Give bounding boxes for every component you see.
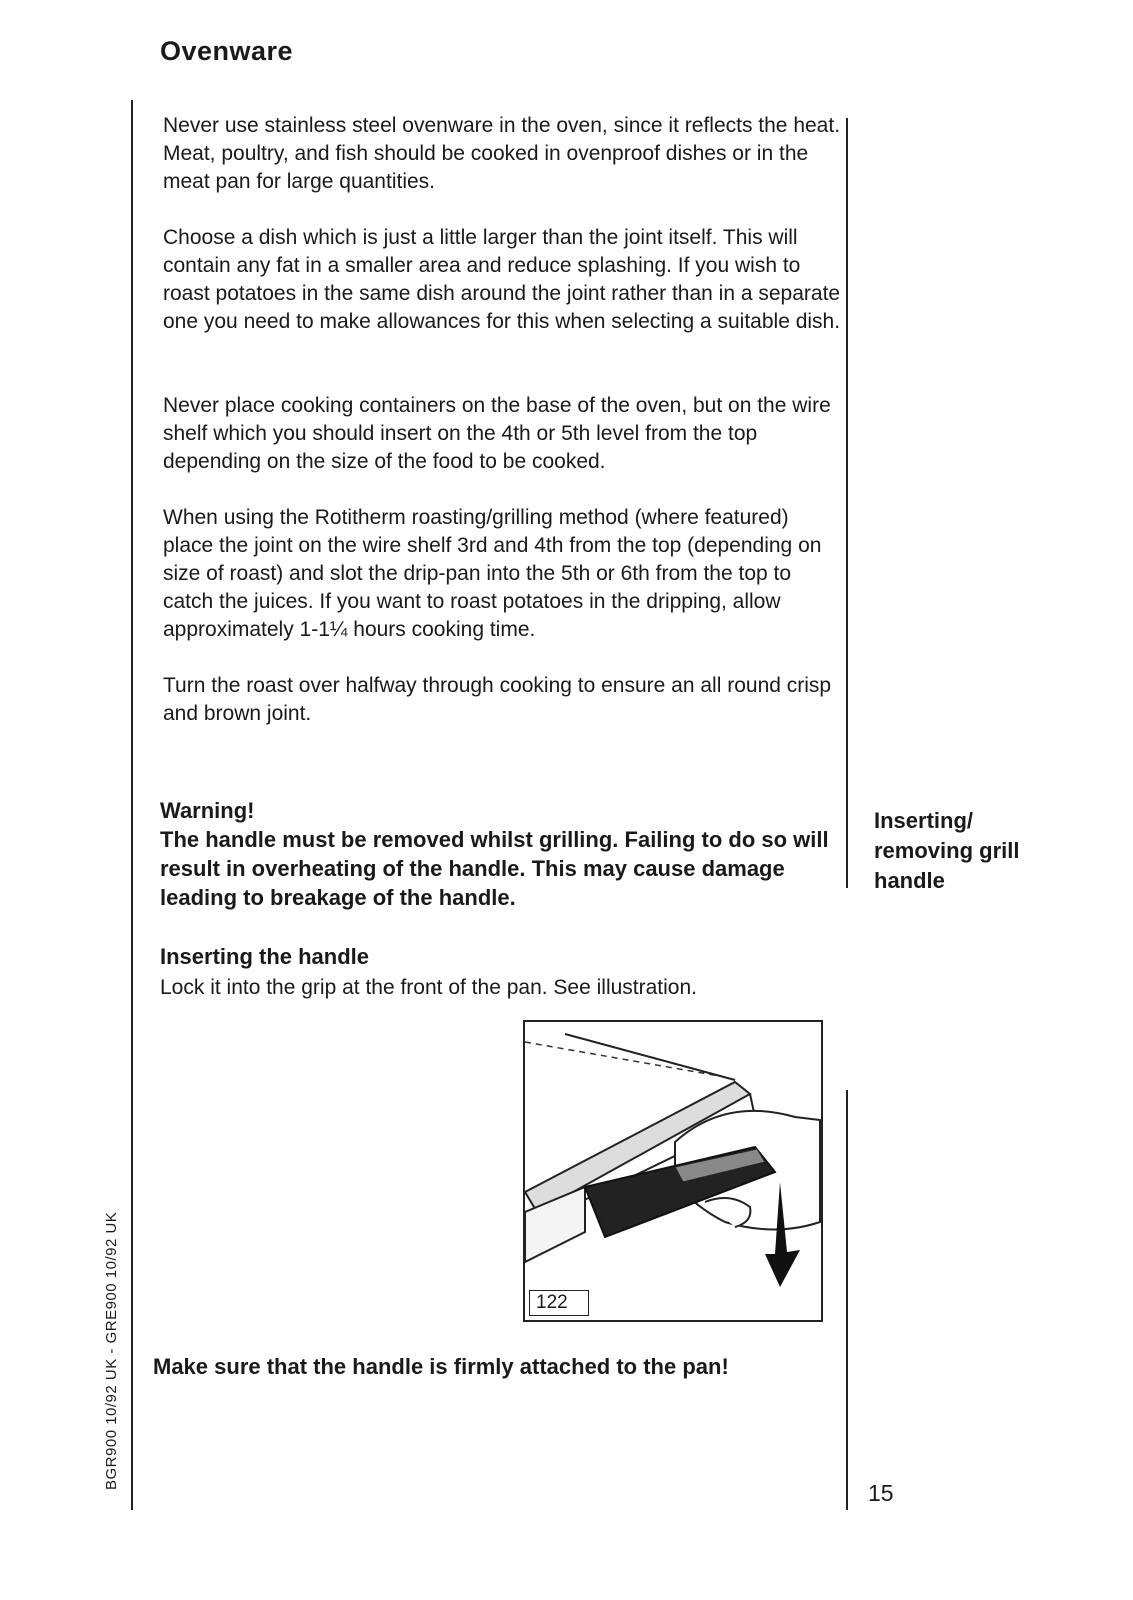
inserting-text: Lock it into the grip at the front of the pan. See illustration. xyxy=(160,976,697,999)
inserting-heading: Inserting the handle xyxy=(160,944,370,969)
paragraph-rotitherm: When using the Rotitherm roasting/grilling method (where featured) place the joint on the wire shelf 3rd and 4th from the top (depending on size of roast) and slot the drip-pan into the 5th or 6th from the top to catch the juices. If you want to roast potatoes in the dripping, allow approximately 1-1¼ hours cooking time. xyxy=(163,506,822,641)
grill-handle-illustration xyxy=(523,1020,823,1322)
paragraph-turn-roast: Turn the roast over halfway through cooking to ensure an all round crisp and brown joint. xyxy=(163,674,832,725)
margin-document-code: BGR900 10/92 UK - GRE900 10/92 UK xyxy=(103,1211,120,1490)
warning-heading: Warning! xyxy=(160,798,255,823)
grill-pan-drawing xyxy=(525,1022,821,1320)
side-heading: Inserting/ removing grill handle xyxy=(874,808,1020,893)
paragraph-choose-dish: Choose a dish which is just a little larger than the joint itself. This will contain any fat in a smaller area and reduce splashing. If you wish to roast potatoes in the same dish around the joint rather than in a separate one you need to make allowances for this when selecting a suitable dish. xyxy=(163,226,841,333)
paragraph-stainless-steel: Never use stainless steel ovenware in the oven, since it reflects the heat. Meat, poultry, and fish should be cooked in ovenproof dishes or in the meat pan for large quantities. xyxy=(163,114,841,193)
warning-text: The handle must be removed whilst grilling. Failing to do so will result in overheating of the handle. This may cause damage leading to breakage of the handle. xyxy=(160,827,829,910)
paragraph-container-placement: Never place cooking containers on the base of the oven, but on the wire shelf which you should insert on the 4th or 5th level from the top depending on the size of the food to be cooked. xyxy=(163,394,831,473)
right-rule-top xyxy=(846,118,848,888)
right-rule-bottom xyxy=(846,1090,848,1510)
left-rule xyxy=(131,100,133,1510)
illustration-number: 122 xyxy=(529,1290,589,1316)
page-title: Ovenware xyxy=(160,36,294,66)
final-note: Make sure that the handle is firmly attached to the pan! xyxy=(153,1354,729,1379)
page-number: 15 xyxy=(868,1480,894,1506)
